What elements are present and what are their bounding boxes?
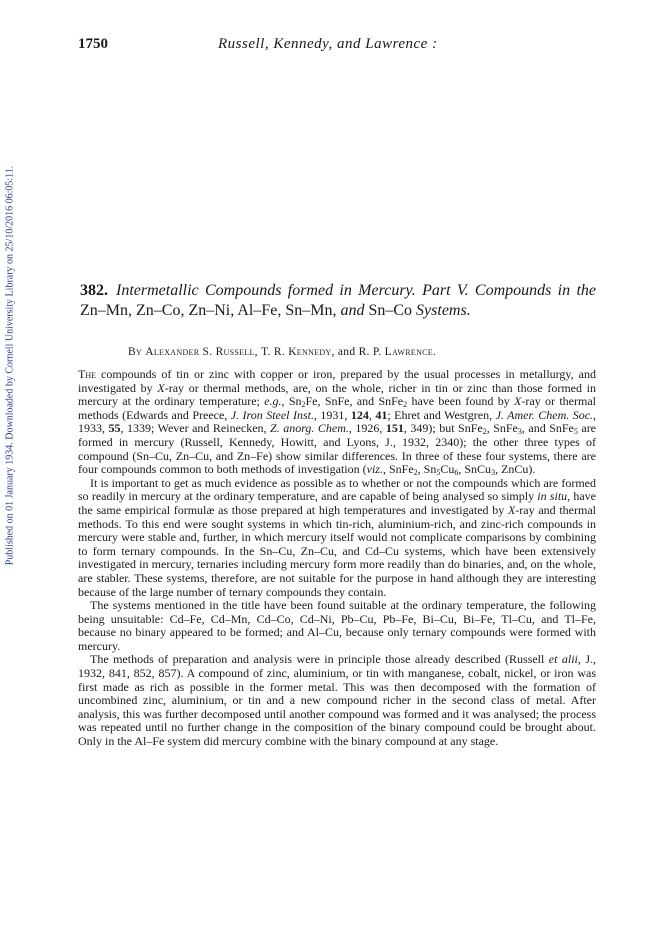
author-and: and: [337, 346, 356, 358]
running-head: Russell, Kennedy, and Lawrence :: [218, 36, 438, 52]
text-run: e.g.: [264, 394, 282, 409]
text-run: are formed in mercury (Russell, Kennedy, Howitt, and Lyons, J., 1932, 2340); the other three types of compound (Sn–Cu, Zn–Cu, and Zn–Fe) show similar differences. In three of these four systems, there are four compounds common to both methods of investigation (: [78, 421, 597, 477]
paragraph-4: [78, 653, 596, 748]
text-run: ,: [368, 407, 376, 422]
author-1: Alexander S. Russell,: [145, 346, 258, 358]
text-run: Z. anorg. Chem.: [270, 421, 349, 436]
paragraph-3: [78, 599, 596, 653]
text-run: X: [157, 380, 165, 395]
text-run: 2: [413, 468, 418, 478]
text-run: , 349); but SnFe: [403, 421, 483, 436]
author-2: T. R. Kennedy,: [261, 346, 335, 358]
text-run: , Sn: [281, 394, 302, 409]
article-title: [80, 281, 596, 321]
text-run: , and SnFe: [521, 421, 574, 436]
title-part-e: Systems.: [412, 302, 471, 319]
text-run: It is important to get as much evidence as possible as to whether or not the compounds which are formed so readily in mercury at the ordinary temperature, and are capable of being analysed so simply: [78, 475, 596, 504]
text-run: 2: [403, 400, 408, 410]
text-run: The systems mentioned in the title have been found suitable at the ordinary temperature, the following being unsuitable: Cd–Fe, Cd–Mn, Cd–Co, Cd–Ni, Pb–Cu, Pb–Fe, Bi–Cu, Bi–Fe, Tl–Cu, and Tl–Fe, because no binary appeared to be formed; and Al–Cu, because only ternary compounds were formed with mercury.: [78, 598, 596, 653]
text-run: have been found by: [407, 394, 515, 409]
text-run: 2: [301, 400, 306, 410]
title-part-b: Zn–Mn, Zn–Co, Zn–Ni, Al–Fe, Sn–Mn,: [80, 302, 337, 319]
text-run: 5: [436, 468, 441, 478]
text-run: The: [78, 367, 96, 381]
download-watermark-text: Published on 01 January 1934. Downloaded by Cornell University Library on 25/10/2016 06:05:11.: [4, 165, 16, 565]
text-run: 124: [350, 407, 369, 422]
text-run: , 1933,: [78, 407, 597, 436]
text-run: Fe, SnFe, and SnFe: [305, 394, 404, 409]
author-by: By: [128, 346, 143, 358]
author-3: R. P. Lawrence.: [358, 346, 437, 358]
text-run: , SnFe: [382, 462, 414, 477]
text-run: 55: [108, 421, 121, 436]
text-run: in situ: [537, 489, 568, 504]
text-run: , Sn: [417, 462, 437, 477]
text-run: X: [507, 502, 516, 517]
text-run: , J., 1932, 841, 852, 857). A compound of zinc, aluminium, or tin with manganese, cobalt, nickel, or iron was first made as rich as possible in the former metal. This was then decomposed with the formation of uncombined zinc, aluminium, or tin and a new compound richer in the second class of metal. After analysis, this was further decomposed until another compound was formed and it was analysed; the process was repeated until no further change in the composition of the binary compound could be brought about. Only in the Al–Fe system did mercury combine with the binary compound at any stage.: [78, 652, 596, 749]
text-run: 2: [482, 427, 487, 437]
text-run: , 1926,: [348, 421, 386, 436]
text-run: -ray and thermal methods. To this end were sought systems in which tin-rich, aluminium-rich, and zinc-rich compounds in mercury were stable and, further, in which mercury itself would not complicate comparisons by combining to form ternary compounds. In the Sn–Cu, Zn–Cu, and Cd–Cu systems, which have been extensively investigated in mercury, ternaries including mercury form more readily than do binaries, and, on the whole, are stabler. These systems, therefore, are not suitable for the purpose in hand although they are interesting because of the large number of ternary compounds they contain.: [78, 502, 596, 599]
text-run: 5: [573, 427, 578, 437]
article-number: 382.: [80, 282, 108, 299]
text-run: -ray or thermal methods (Edwards and Preece,: [78, 394, 596, 422]
text-run: 6: [454, 468, 459, 478]
text-run: J. Iron Steel Inst.: [230, 407, 314, 422]
page-header: [78, 36, 598, 56]
text-run: compounds of tin or zinc with copper or iron, prepared by the usual processes in metallurgy, and investigated by: [78, 367, 596, 395]
text-run: viz.: [366, 462, 383, 477]
title-part-c: and: [336, 302, 369, 319]
text-run: ; Ehret and Westgren,: [387, 407, 496, 422]
text-run: 3: [491, 468, 496, 478]
text-run: -ray or thermal methods, are, on the whole, richer in tin or zinc than those formed in mercury at the ordinary temperature;: [78, 380, 597, 409]
page-number: 1750: [78, 36, 108, 52]
text-run: , ZnCu).: [495, 462, 536, 477]
text-run: The methods of preparation and analysis were in principle those already described (Russell: [90, 652, 549, 667]
text-run: , 1339; Wever and Reinecken,: [120, 421, 271, 436]
title-part-a: Intermetallic Compounds formed in Mercury. Part V. Compounds in the: [116, 282, 596, 299]
paragraph-1: [78, 368, 596, 477]
article-body: [78, 368, 596, 749]
text-run: , SnCu: [458, 462, 492, 477]
text-run: 151: [385, 421, 404, 436]
download-watermark: [2, 150, 18, 580]
text-run: J. Amer. Chem. Soc.: [495, 407, 594, 422]
title-part-d: Sn–Co: [368, 302, 413, 319]
text-run: et alii: [548, 652, 578, 667]
text-run: , SnFe: [486, 421, 518, 436]
text-run: 41: [375, 407, 388, 422]
author-line: [128, 346, 588, 358]
text-run: , 1931,: [313, 407, 351, 422]
text-run: 3: [517, 427, 522, 437]
paragraph-2: [78, 477, 596, 599]
text-run: X: [514, 394, 522, 409]
text-run: , have the same empirical formulæ as those prepared at high temperatures and investigated by: [78, 489, 597, 517]
text-run: Cu: [440, 462, 455, 477]
